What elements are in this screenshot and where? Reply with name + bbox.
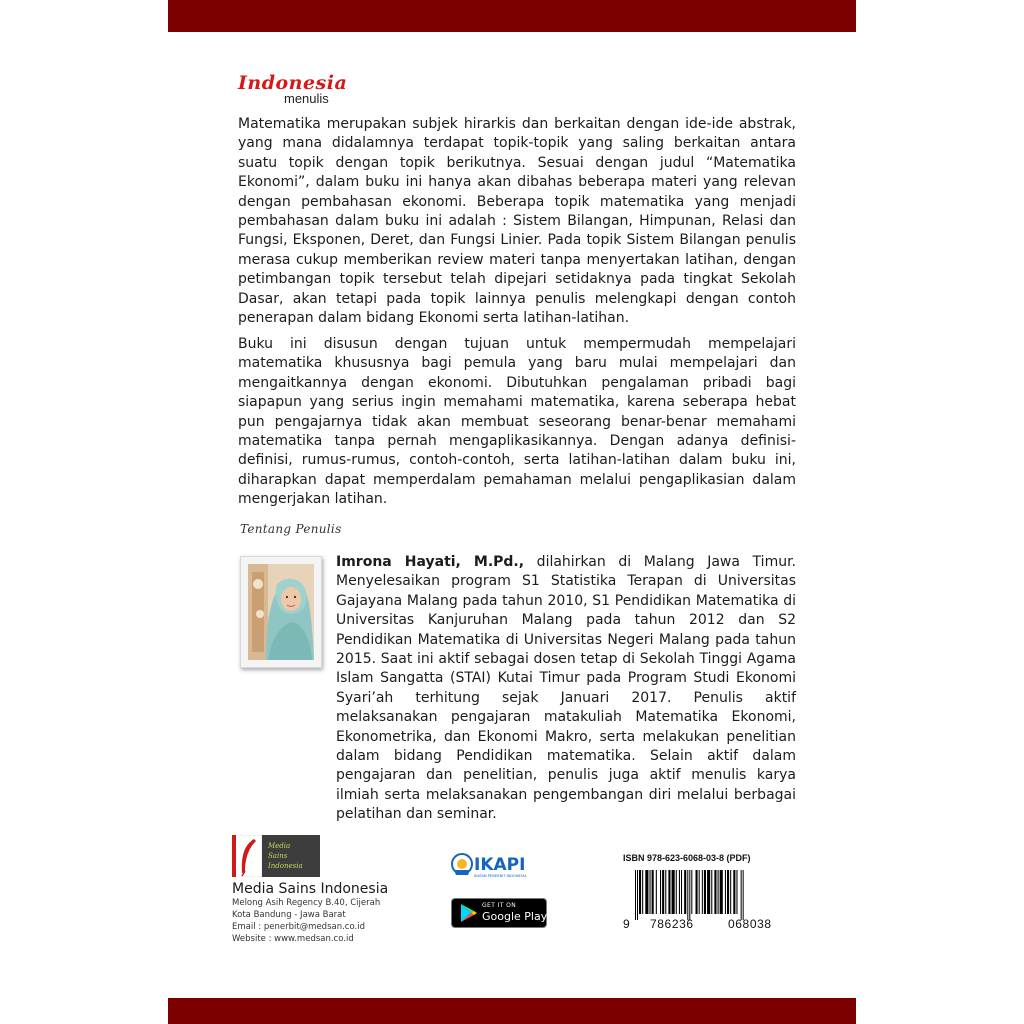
logo-text-sains: Sains — [268, 852, 288, 860]
bottom-band — [168, 998, 856, 1024]
barcode-digit-first: 9 — [623, 917, 631, 931]
barcode-guard-bar — [689, 870, 690, 920]
barcode-bar — [691, 870, 692, 914]
barcode-bar — [725, 870, 726, 914]
barcode-bar — [714, 870, 716, 914]
barcode-bar — [656, 870, 657, 914]
barcode-bar — [702, 870, 703, 914]
publisher-address-2: Kota Bandung - Jawa Barat — [232, 910, 346, 920]
barcode-digit-group-1: 786236 — [650, 917, 694, 931]
barcode-bar — [730, 870, 731, 914]
isbn-text: ISBN 978-623-6068-03-8 (PDF) — [623, 853, 751, 863]
ikapi-label: IKAPI — [474, 855, 526, 875]
barcode-bar — [720, 870, 723, 914]
barcode-bar — [660, 870, 661, 914]
barcode-bar — [639, 870, 641, 914]
barcode-bar — [736, 870, 737, 914]
barcode-bar — [665, 870, 666, 914]
google-play-badge[interactable] — [451, 898, 547, 928]
barcode-bar — [727, 870, 729, 914]
google-play-main-text: Google Play — [482, 910, 548, 923]
publisher-logo — [232, 835, 320, 877]
indonesia-menulis-logo — [238, 72, 368, 112]
barcode-bar — [681, 870, 682, 914]
barcode-bar — [672, 870, 675, 914]
barcode-bar — [679, 870, 680, 914]
barcode-bar — [733, 870, 735, 914]
barcode-bar — [642, 870, 643, 914]
about-author-heading: Tentang Penulis — [240, 522, 342, 536]
barcode-bar — [650, 870, 651, 914]
barcode-bar — [718, 870, 719, 914]
publisher-address-1: Melong Asih Regency B.40, Cijerah — [232, 898, 381, 908]
google-play-icon — [460, 903, 478, 923]
description-paragraph-1: Matematika merupakan subjek hirarkis dan berkaitan dengan ide-ide abstrak, yang mana didalamnya terdapat topik-topik yang saling berkaitan antara suatu topik dengan topik berikutnya. Sesuai dengan judul “Matematika Ekonomi”, dalam buku ini hanya akan dibahas beberapa materi yang relevan dengan pembahasan ekonomi. Beberapa topik matematika yang menjadi pembahasan dalam buku ini adalah : Sistem Bilangan, Himpunan, Relasi dan Fungsi, Eksponen, Deret, dan Fungsi Linier. Pada topik Sistem Bilangan penulis merasa cukup memberikan review materi tanpa menyertakan latihan, dengan petimbangan topik tersebut telah dipejari setidaknya pada tingkat Sekolah Dasar, akan tetapi pada topik lainnya penulis melengkapi dengan contoh penerapan dalam bidang Ekonomi serta latihan-latihan. — [238, 116, 796, 327]
google-play-top-text: GET IT ON — [482, 902, 517, 909]
publisher-email: Email : penerbit@medsan.co.id — [232, 922, 365, 932]
barcode-bar — [711, 870, 712, 914]
back-cover — [168, 0, 856, 1024]
barcode-guard-bar — [741, 870, 742, 920]
publisher-website: Website : www.medsan.co.id — [232, 934, 354, 944]
barcode-bar — [696, 870, 698, 914]
logo-text-indonesia: Indonesia — [268, 862, 303, 870]
barcode-bar — [707, 870, 710, 914]
author-bio — [336, 553, 796, 825]
author-bio-text: dilahirkan di Malang Jawa Timur. Menyelesaikan program S1 Statistika Terapan di Universitas Gajayana Malang pada tahun 2010, S1 Pendidikan Matematika di Universitas Kanjuruhan Malang pada tahun 2012 dan S2 Pendidikan Matematika di Universitas Negeri Malang pada tahun 2015. Saat ini aktif sebagai dosen tetap di Sekolah Tinggi Agama Islam Sangatta (STAI) Kutai Timur pada Program Studi Ekonomi Syari’ah terhitung sejak Januari 2017. Penulis aktif melaksanakan pengajaran matakuliah Matematika Ekonomi, Ekonometrika, dan Ekonomi Makro, serta melakukan penelitian dalam bidang Pendidikan matematika. Selain aktif dalam pengajaran dan penelitian, penulis juga aktif menulis karya ilmiah serta melaksanakan pengembangan diri melalui berbagai pelatihan dan seminar. — [336, 554, 796, 823]
brand-sub-text: menulis — [284, 91, 329, 106]
ikapi-logo — [450, 851, 544, 881]
barcode-guard-bar — [743, 870, 744, 920]
barcode-guard-bar — [635, 870, 636, 920]
author-portrait-image — [248, 564, 314, 660]
barcode-bar — [645, 870, 648, 914]
barcode-bar — [699, 870, 700, 914]
logo-text-media: Media — [268, 842, 291, 850]
barcode-bar — [704, 870, 706, 914]
barcode-guard-bar — [687, 870, 688, 920]
barcode-bar — [668, 870, 670, 914]
barcode-digit-group-2: 068038 — [728, 917, 772, 931]
description-paragraph-2: Buku ini disusun dengan tujuan untuk mempermudah mempelajari matematika khususnya bagi pemula yang baru mulai mempelajari dan mengaitkannya dengan ekonomi. Dibutuhkan pengalaman pribadi bagi siapapun yang serius ingin memahami matematika, karena seberapa hebat pun pengajarnya tidak akan membuat seseorang benar-benar memahami matematika tanpa pernah mengaplikasikannya. Dengan adanya definisi-definisi, rumus-rumus, contoh-contoh, serta latihan-latihan dalam buku ini, diharapkan dapat memperdalam pemahaman melalui pengaplikasian dalam mengerjakan latihan. — [238, 336, 796, 508]
barcode-bar — [684, 870, 686, 914]
barcode-bar — [662, 870, 664, 914]
author-name: Imrona Hayati, M.Pd., — [336, 554, 525, 570]
ikapi-sub: IKATAN PENERBIT INDONESIA — [474, 874, 527, 878]
brand-main-text: Indonesia — [238, 72, 348, 94]
barcode-bar — [676, 870, 677, 914]
barcode-bar — [652, 870, 654, 914]
barcode-guard-bar — [637, 870, 638, 920]
author-photo — [240, 556, 322, 668]
isbn-barcode — [623, 870, 793, 920]
publisher-name: Media Sains Indonesia — [232, 881, 389, 897]
top-band — [168, 0, 856, 32]
